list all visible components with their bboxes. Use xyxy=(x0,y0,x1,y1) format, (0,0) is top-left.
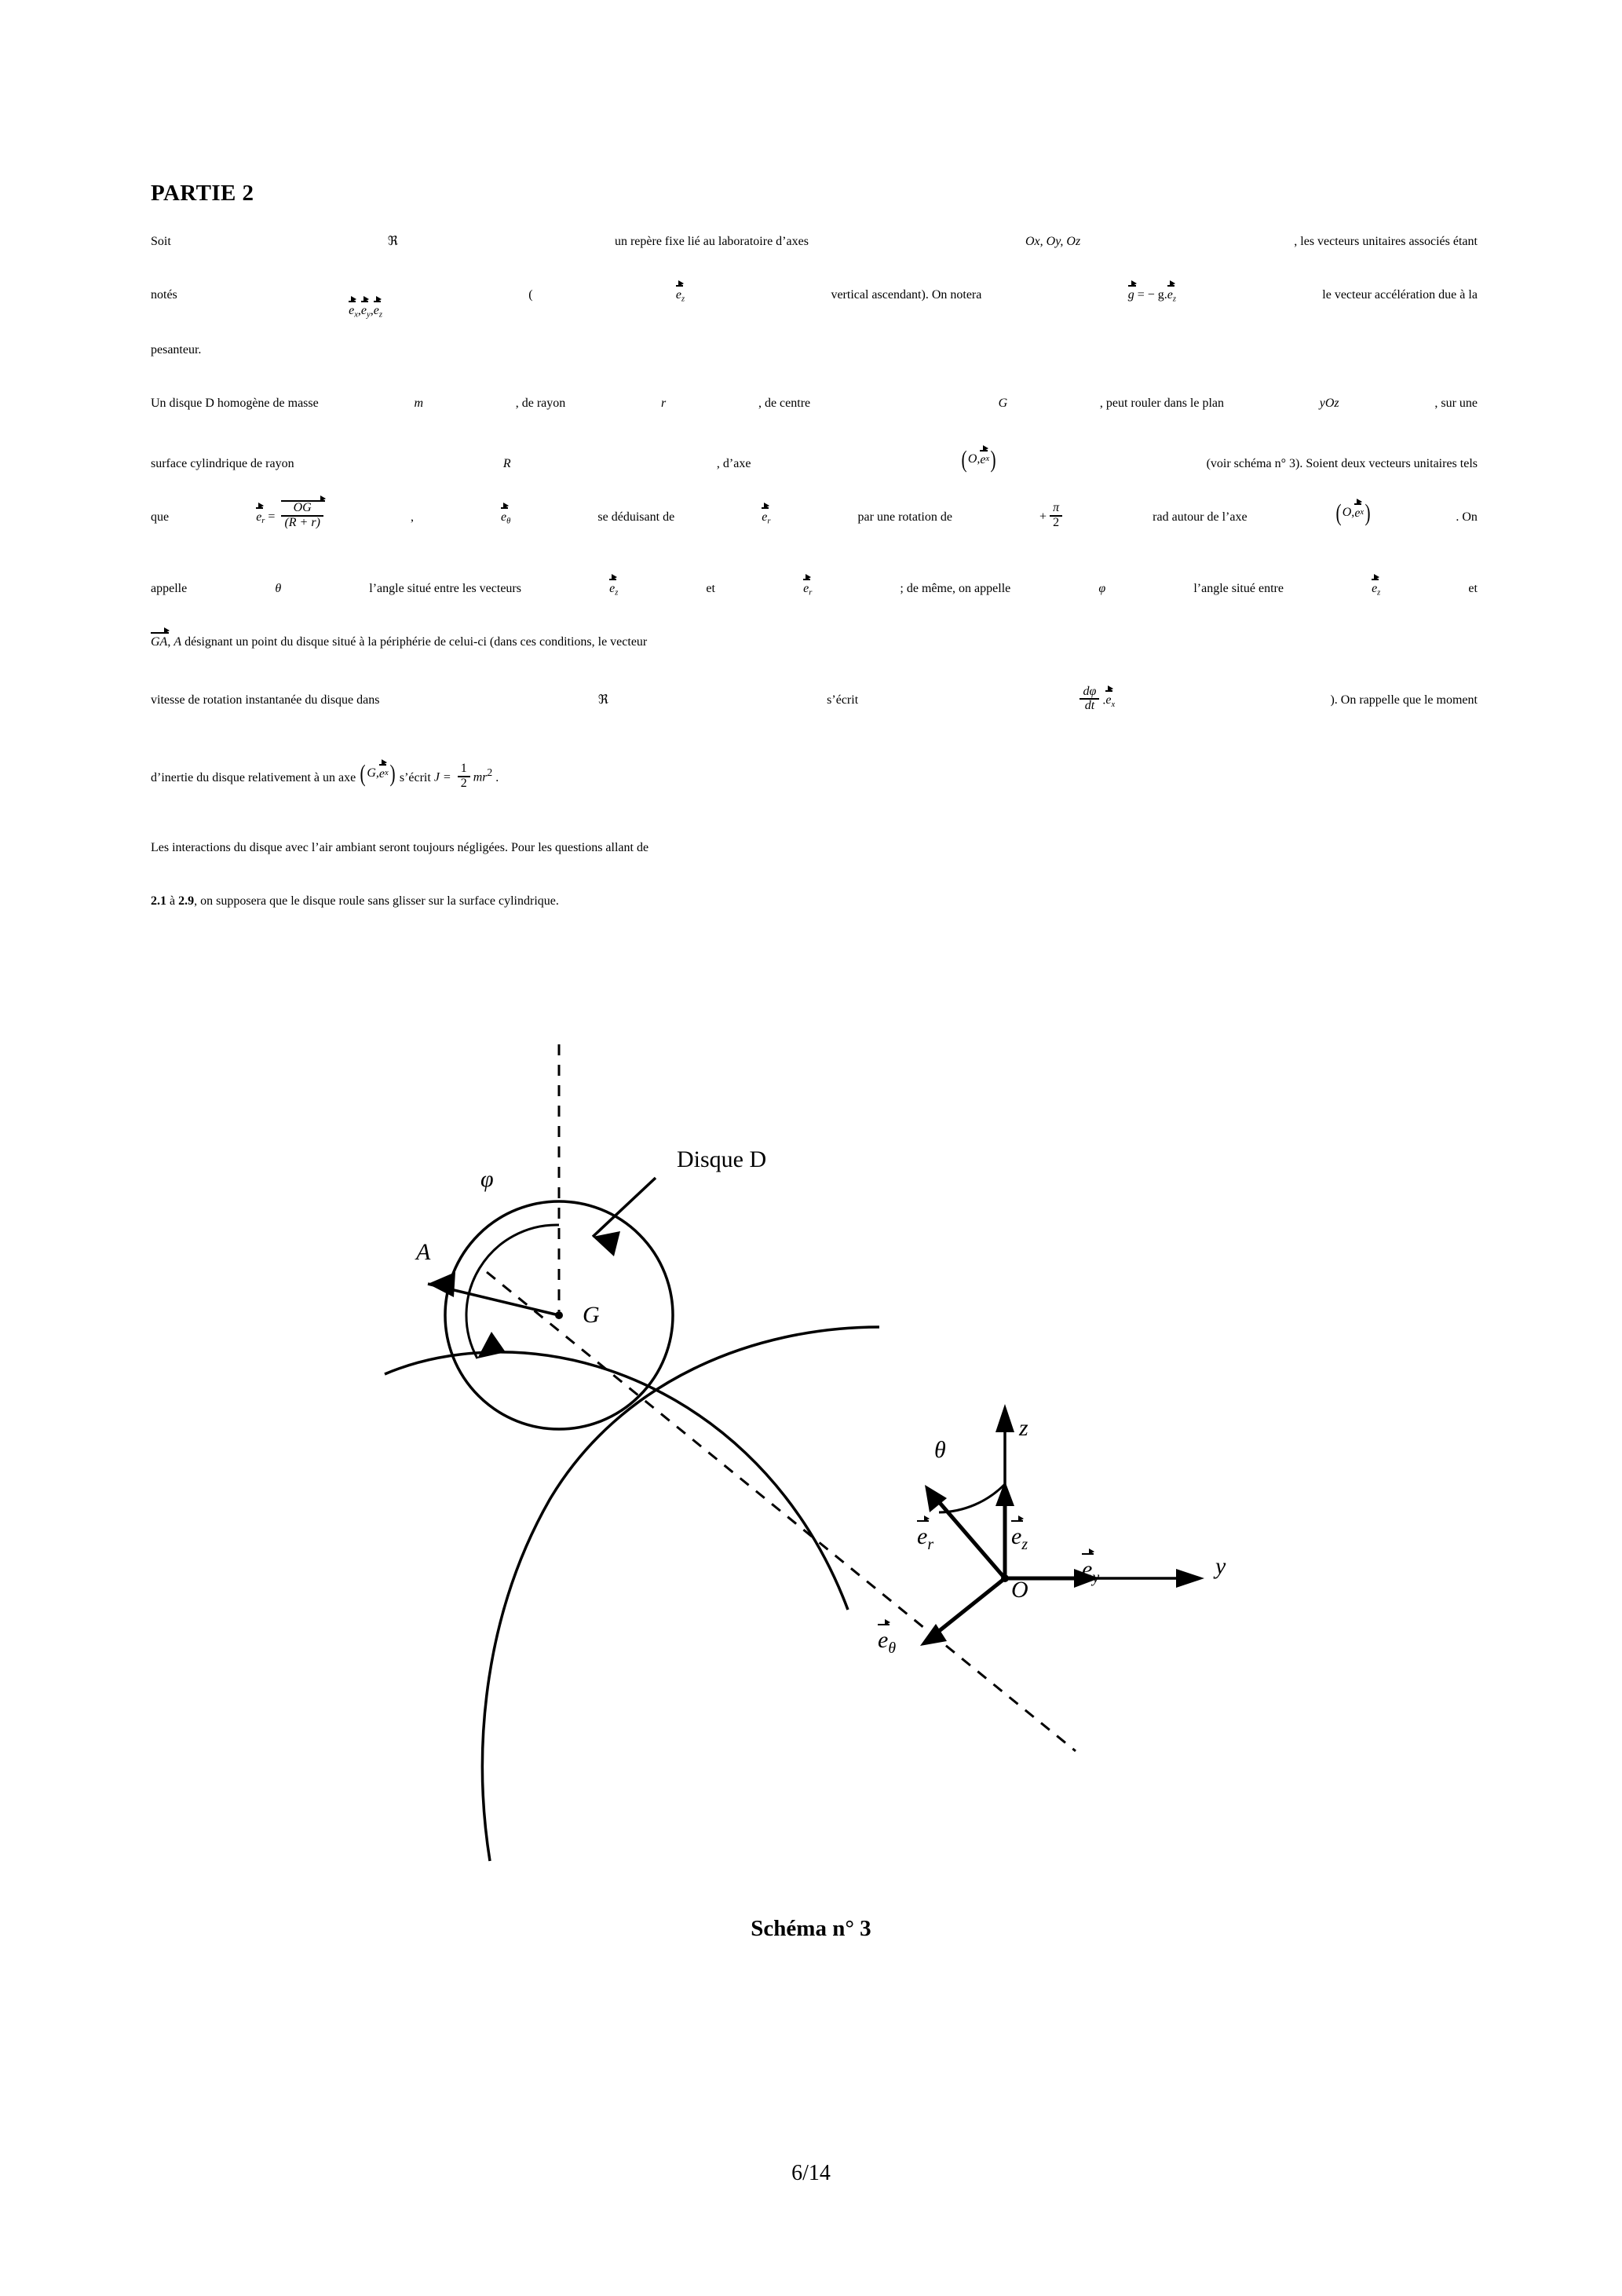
plus-sign: + xyxy=(1039,510,1047,524)
disque-pointer-line xyxy=(593,1178,656,1237)
text-line xyxy=(151,397,1478,441)
vector-er-glyph: e xyxy=(917,1523,928,1549)
math-axis-O-ex xyxy=(1335,499,1372,526)
vector-ex: e xyxy=(1354,506,1361,520)
subscript: θ xyxy=(506,517,511,526)
subscript: r xyxy=(767,517,771,526)
text-fragment: . On xyxy=(1456,510,1478,524)
text-fragment: l’angle situé entre les vecteurs xyxy=(366,581,524,595)
figure-caption: Schéma n° 3 xyxy=(751,1916,871,1941)
helper-hidden xyxy=(385,1395,848,1610)
text-fragment: se déduisant de xyxy=(594,510,678,524)
text-fragment: pesanteur. xyxy=(151,342,202,356)
angle-phi-arrowhead xyxy=(477,1332,506,1358)
text-fragment: , de centre xyxy=(758,396,814,410)
denominator: dt xyxy=(1084,699,1095,713)
page-number: 6/14 xyxy=(791,2161,831,2185)
text-fragment: . xyxy=(492,770,499,784)
vector-GA: GA xyxy=(151,634,168,649)
paren-left: ( xyxy=(1335,499,1342,526)
vector-ex: e xyxy=(378,766,385,781)
fraction-dphi-dt xyxy=(1080,686,1099,714)
vector-ez: e xyxy=(675,288,682,302)
text-fragment: = − g. xyxy=(1134,288,1167,302)
text-fragment: le vecteur accélération due à la xyxy=(1319,288,1478,302)
text-line xyxy=(151,634,1478,678)
axis-z-arrowhead xyxy=(995,1404,1014,1432)
vector-er: e xyxy=(256,510,262,524)
text-fragment: vertical ascendant). On notera xyxy=(827,288,985,302)
point-O xyxy=(1001,1574,1009,1582)
subscript: z xyxy=(1377,588,1381,598)
text-fragment: , on supposera que le disque roule sans glisser sur la surface cylindrique. xyxy=(194,894,559,908)
figure-svg xyxy=(0,1013,1622,2034)
text-fragment: , peut rouler dans le plan xyxy=(1099,396,1228,410)
math-inertia xyxy=(434,764,492,792)
vector-etheta: e xyxy=(501,510,507,524)
math-axis-O-ex xyxy=(960,445,998,473)
text-fragment: ). On rappelle que le moment xyxy=(1330,693,1478,707)
vector-ey: e xyxy=(360,304,367,317)
numerator: dφ xyxy=(1080,686,1099,700)
vector-er: e xyxy=(803,581,809,595)
math-O: O, xyxy=(1342,505,1355,519)
document-body xyxy=(151,181,1478,948)
text-fragment: ( xyxy=(525,288,533,302)
equals: = xyxy=(265,510,279,524)
text-fragment: , xyxy=(410,510,417,524)
text-fragment: appelle xyxy=(151,581,191,595)
text-fragment: , d’axe xyxy=(716,456,754,470)
math-G: G, xyxy=(367,766,379,780)
label-vector-ez xyxy=(1011,1522,1028,1554)
subscript: z xyxy=(1021,1535,1028,1553)
text-fragment: que xyxy=(151,510,173,524)
math-er xyxy=(803,580,812,598)
text-fragment: s’écrit xyxy=(396,770,434,784)
subscript: r xyxy=(809,588,813,598)
subscript: x xyxy=(985,455,990,464)
math-J: J = xyxy=(433,770,455,784)
figure-schema-3 xyxy=(0,1013,1622,2034)
math-O: O, xyxy=(967,452,981,466)
label-disque-d: Disque D xyxy=(677,1146,767,1172)
subscript: θ xyxy=(888,1639,897,1657)
radial-dashed-line xyxy=(487,1272,1076,1751)
paren-left: ( xyxy=(360,759,366,787)
subscript: z xyxy=(378,310,382,320)
math-G-letter: G xyxy=(998,396,1008,410)
paren-left: ( xyxy=(961,445,967,473)
paren-right: ) xyxy=(389,759,396,787)
cylindrical-surface-upper xyxy=(385,1352,848,1610)
symbol-R: ℜ xyxy=(597,693,608,707)
numerator: 1 xyxy=(458,762,470,777)
label-y: y xyxy=(1215,1553,1226,1579)
text-fragment: notés xyxy=(151,288,181,302)
vector-ez-glyph: e xyxy=(1011,1523,1022,1549)
subscript: x xyxy=(1360,508,1364,517)
vector-ey-glyph: e xyxy=(1082,1556,1093,1582)
label-vector-ey xyxy=(1082,1555,1099,1587)
fraction-pi-2 xyxy=(1050,502,1062,530)
numerator: π xyxy=(1050,502,1062,517)
angle-theta-arc xyxy=(939,1484,1005,1512)
denominator: 2 xyxy=(1053,516,1060,530)
math-mr: mr xyxy=(473,770,488,784)
text-fragment: , les vecteurs unitaires associés étant xyxy=(1294,235,1478,248)
math-er-def xyxy=(256,503,327,532)
vector-ez: e xyxy=(609,581,616,595)
math-unit-vectors: $e_x,e_y,e_z$ xyxy=(349,304,382,320)
label-vector-er xyxy=(917,1522,933,1554)
math-ez xyxy=(676,287,685,304)
math-pi-over-2 xyxy=(1039,503,1065,532)
vector-ex: e xyxy=(349,304,355,317)
fraction-one-half xyxy=(458,762,470,791)
label-vector-etheta xyxy=(878,1625,896,1658)
label-A: A xyxy=(416,1239,431,1265)
text-line xyxy=(151,580,1478,624)
math-etheta xyxy=(501,509,510,526)
label-theta: θ xyxy=(934,1437,946,1463)
text-fragment: , de rayon xyxy=(515,396,569,410)
hidden2 xyxy=(542,1176,583,1216)
symbol-R: ℜ xyxy=(387,235,398,248)
math-theta: θ xyxy=(275,581,282,595)
vector-ez: e xyxy=(1372,581,1378,595)
vector-ex: e xyxy=(1105,693,1112,707)
vector-ez: e xyxy=(1167,288,1173,302)
text-fragment: surface cylindrique de rayon xyxy=(151,456,298,470)
text-fragment: ; de même, on appelle xyxy=(897,581,1014,595)
label-z: z xyxy=(1019,1415,1028,1441)
text-line xyxy=(151,499,1478,571)
subscript: x xyxy=(1111,700,1116,709)
text-fragment: et xyxy=(1465,581,1478,595)
text-fragment: l’angle situé entre xyxy=(1190,581,1287,595)
text-line xyxy=(151,684,1478,755)
subscript: r xyxy=(927,1535,934,1553)
vector-g: g xyxy=(1127,288,1134,302)
subscript: z xyxy=(1172,294,1176,304)
math-R-radius: R xyxy=(502,456,511,470)
vector-GA-arrowhead xyxy=(428,1272,455,1297)
vector-er-line xyxy=(930,1492,1005,1578)
math-ez2 xyxy=(1372,580,1380,598)
text-line xyxy=(151,233,1478,277)
math-A: A xyxy=(174,634,182,649)
text-fragment: d’inertie du disque relativement à un axe xyxy=(151,770,360,784)
text-fragment: s’écrit xyxy=(824,693,862,707)
subscript: r xyxy=(261,517,265,526)
vector-ez: e xyxy=(373,304,379,317)
vector-er: e xyxy=(762,510,768,524)
text-line xyxy=(151,287,1478,334)
math-gravity xyxy=(1128,287,1176,304)
text-line xyxy=(151,894,1478,938)
angle-phi-arc xyxy=(466,1225,559,1358)
vector-OG: OG xyxy=(281,502,323,517)
label-O: O xyxy=(1011,1577,1028,1603)
disque-pointer-arrowhead xyxy=(593,1231,620,1256)
text-line xyxy=(151,343,1478,387)
text-fragment: à xyxy=(166,894,179,908)
math-omega xyxy=(1076,684,1116,715)
question-ref-end: 2.9 xyxy=(178,894,195,908)
math-er2 xyxy=(762,509,770,526)
math-ez xyxy=(609,580,618,598)
page-title: PARTIE 2 xyxy=(151,181,254,206)
subscript: z xyxy=(615,588,619,598)
text-fragment: , xyxy=(167,634,174,649)
text-fragment: Un disque D homogène de masse xyxy=(151,396,322,410)
text-fragment: Les interactions du disque avec l’air ambiant seront toujours négligées. Pour les questions allant de xyxy=(151,840,649,854)
math-phi: φ xyxy=(1098,581,1106,595)
math-yOz: yOz xyxy=(1319,396,1339,410)
fraction-OG-Rr xyxy=(281,502,323,530)
label-phi: φ xyxy=(480,1166,494,1192)
question-ref-start: 2.1 xyxy=(151,894,166,908)
axis-y-arrowhead xyxy=(1176,1569,1204,1588)
subscript: x xyxy=(385,769,389,778)
text-fragment: (voir schéma n° 3). Soient deux vecteurs unitaires tels xyxy=(1203,456,1478,470)
math-axes: Ox, Oy, Oz xyxy=(1025,235,1081,248)
math-r: r xyxy=(660,396,667,410)
math-axis-G-ex xyxy=(359,759,396,787)
text-fragment: rad autour de l’axe xyxy=(1149,510,1251,524)
paren-right: ) xyxy=(990,445,996,473)
text-line xyxy=(151,445,1478,494)
subscript: y xyxy=(1092,1568,1100,1586)
text-fragment: Soit xyxy=(151,235,174,248)
subscript: y xyxy=(367,310,371,320)
text-line xyxy=(151,841,1478,885)
cylindrical-surface-arc xyxy=(482,1327,879,1861)
subscript: z xyxy=(681,294,685,304)
label-G: G xyxy=(583,1302,600,1328)
math-m: m xyxy=(414,396,424,410)
subscript: x xyxy=(354,310,358,320)
text-fragment: vitesse de rotation instantanée du disque dans xyxy=(151,693,383,707)
text-fragment: un repère fixe lié au laboratoire d’axes xyxy=(611,235,812,248)
denominator: 2 xyxy=(460,777,467,791)
text-fragment: désignant un point du disque situé à la périphérie de celui-ci (dans ces conditions, le vecteur xyxy=(181,634,648,649)
denominator: (R + r) xyxy=(284,516,320,530)
vector-ex: e xyxy=(980,452,986,466)
text-fragment: et xyxy=(703,581,718,595)
vector-etheta-glyph: e xyxy=(878,1627,889,1653)
text-fragment: par une rotation de xyxy=(854,510,955,524)
dot: . xyxy=(1102,693,1106,707)
exponent: 2 xyxy=(487,766,493,779)
paren-right: ) xyxy=(1364,499,1371,526)
text-fragment: , sur une xyxy=(1431,396,1478,410)
text-line xyxy=(151,759,1478,832)
